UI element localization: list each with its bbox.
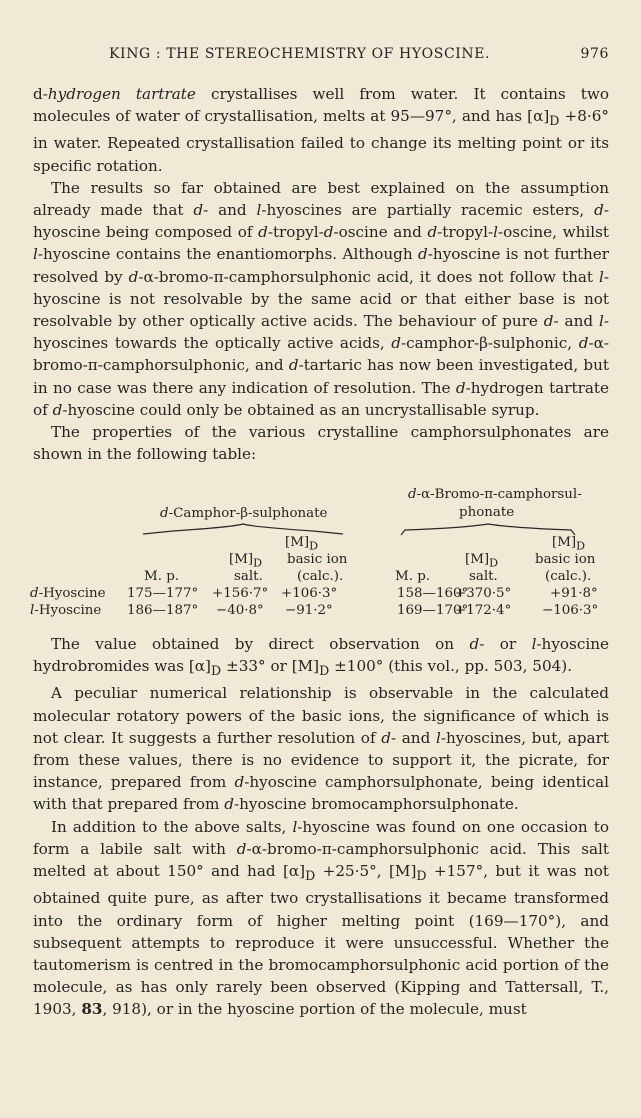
running-header bbox=[33, 46, 609, 66]
paragraph-table-intro: The properties of the various crystalline camphorsulphonates are shown in the following table: bbox=[33, 423, 609, 464]
cell-salt2-d: +370·5° bbox=[455, 586, 512, 601]
row-label-d-hyoscine: d-Hyoscine bbox=[30, 586, 106, 601]
running-title: KING : THE STEREOCHEMISTRY OF HYOSCINE. bbox=[109, 46, 491, 62]
brace-camphor bbox=[143, 524, 343, 534]
cell-mp2-d: 158—160° bbox=[397, 586, 469, 601]
paragraph-results: The results so far obtained are best explained on the assumption already made that d- and l-hyoscines are partially racemic esters, d-hyoscine being composed of d-tropyl-d-oscine and d-tropyl-l-oscine, whilst l-hyoscine contains the enantiomorphs. Although d-hyoscine is not further resolved by d-α-bromo-π-camphorsulphonic acid, it does not follow that l-hyoscine is not resolvable by the same acid or that either base is not resolvable by other optically active acids. The behaviour of pure d- and l-hyoscines towards the optically active acids, d-camphor-β-sulphonic, d-α-bromo-π-camphorsulphonic, and d-tartaric has now been investigated, but in no case was there any indication of resolution. The d-hydrogen tartrate of d-hyoscine could only be obtained as an uncrystallisable syrup. bbox=[33, 178, 610, 419]
cell-salt1-d: +156·7° bbox=[212, 586, 269, 601]
col-head-md-salt-1: $[M]_D$ bbox=[229, 552, 263, 570]
group-heading-camphor: d-Camphor-β-sulphonate bbox=[160, 506, 328, 521]
group-heading-bromo-line1: d-α-Bromo-π-camphorsul- bbox=[408, 487, 582, 502]
col-head-basic-ion-1: basic ion bbox=[287, 552, 348, 567]
col-head-mp-2: M. p. bbox=[395, 569, 431, 584]
body-upper bbox=[33, 83, 609, 465]
cell-ion1-l: −91·2° bbox=[285, 603, 333, 618]
cell-salt2-l: +172·4° bbox=[455, 603, 512, 618]
page-number: 976 bbox=[580, 46, 609, 62]
cell-ion2-d: +91·8° bbox=[550, 586, 598, 601]
col-head-salt-1: salt. bbox=[234, 569, 263, 584]
col-head-calc-1: (calc.). bbox=[297, 569, 344, 584]
cell-ion1-d: +106·3° bbox=[281, 586, 338, 601]
paragraph-labile-salt: In addition to the above salts, l-hyoscine was found on one occasion to form a labile salt with d-α-bromo-π-camphorsulphonic acid. This salt melted at about 150° and had $[\alpha]_D +25\cdot 5^\circ$, $[M]_D +157^\circ$, but it was not obtained quite pure, as after two crystallisations it became transformed into the ordinary form of higher melting point (169—170°), and subsequent attempts to reproduce it were unsuccessful. Whether the tautomerism is centred in the bromocamphorsulphonic acid portion of the molecule, as has only rarely been observed (Kipping and Tattersall, T., 1903, 83, 918), or in the hyoscine portion of the molecule, must bbox=[33, 817, 609, 1019]
cell-mp1-d: 175—177° bbox=[127, 586, 199, 601]
cell-mp1-l: 186—187° bbox=[127, 603, 199, 618]
brace-bromo bbox=[401, 524, 575, 535]
paragraph-tartrate: d-hydrogen tartrate crystallises well from water. It contains two molecules of water of crystallisation, melts at 95—97°, and has $[\alpha]_D +8\cdot 6^\circ$ in water. Repeated crystallisation failed to change its melting point or its specific rotation. bbox=[33, 85, 609, 175]
col-head-calc-2: (calc.). bbox=[545, 569, 592, 584]
col-head-md-salt-2: $[M]_D$ bbox=[465, 552, 499, 570]
paragraph-direct-observation: The value obtained by direct observation on d- or l-hyoscine hydrobromides was $[\alpha]_D \pm 33^\circ$ or $[M]_D \pm 100^\circ$ (this vol., pp. 503, 504). bbox=[33, 635, 609, 679]
cell-mp2-l: 169—170° bbox=[397, 603, 469, 618]
paragraph-numerical-relationship: A peculiar numerical relationship is observable in the calculated molecular rotatory powers of the basic ions, the significance of which is not clear. It suggests a further resolution of d- and l-hyoscines, but, apart from these values, there is no evidence to support it, the picrate, for instance, prepared from d-hyoscine camphorsulphonate, being identical with that prepared from d-hyoscine bromocamphorsulphonate. bbox=[33, 684, 609, 814]
cell-salt1-l: −40·8° bbox=[216, 603, 264, 618]
col-head-mp-1: M. p. bbox=[144, 569, 180, 584]
col-head-md-ion-1: $[M]_D$ bbox=[285, 535, 319, 553]
col-head-salt-2: salt. bbox=[469, 569, 498, 584]
cell-ion2-l: −106·3° bbox=[542, 603, 599, 618]
col-head-md-ion-2: $[M]_D$ bbox=[552, 535, 586, 553]
camphorsulphonates-table bbox=[30, 484, 609, 619]
row-label-l-hyoscine: l-Hyoscine bbox=[30, 603, 102, 618]
col-head-basic-ion-2: basic ion bbox=[535, 552, 596, 567]
group-heading-bromo-line2: phonate bbox=[459, 505, 515, 520]
body-lower bbox=[33, 633, 609, 1021]
